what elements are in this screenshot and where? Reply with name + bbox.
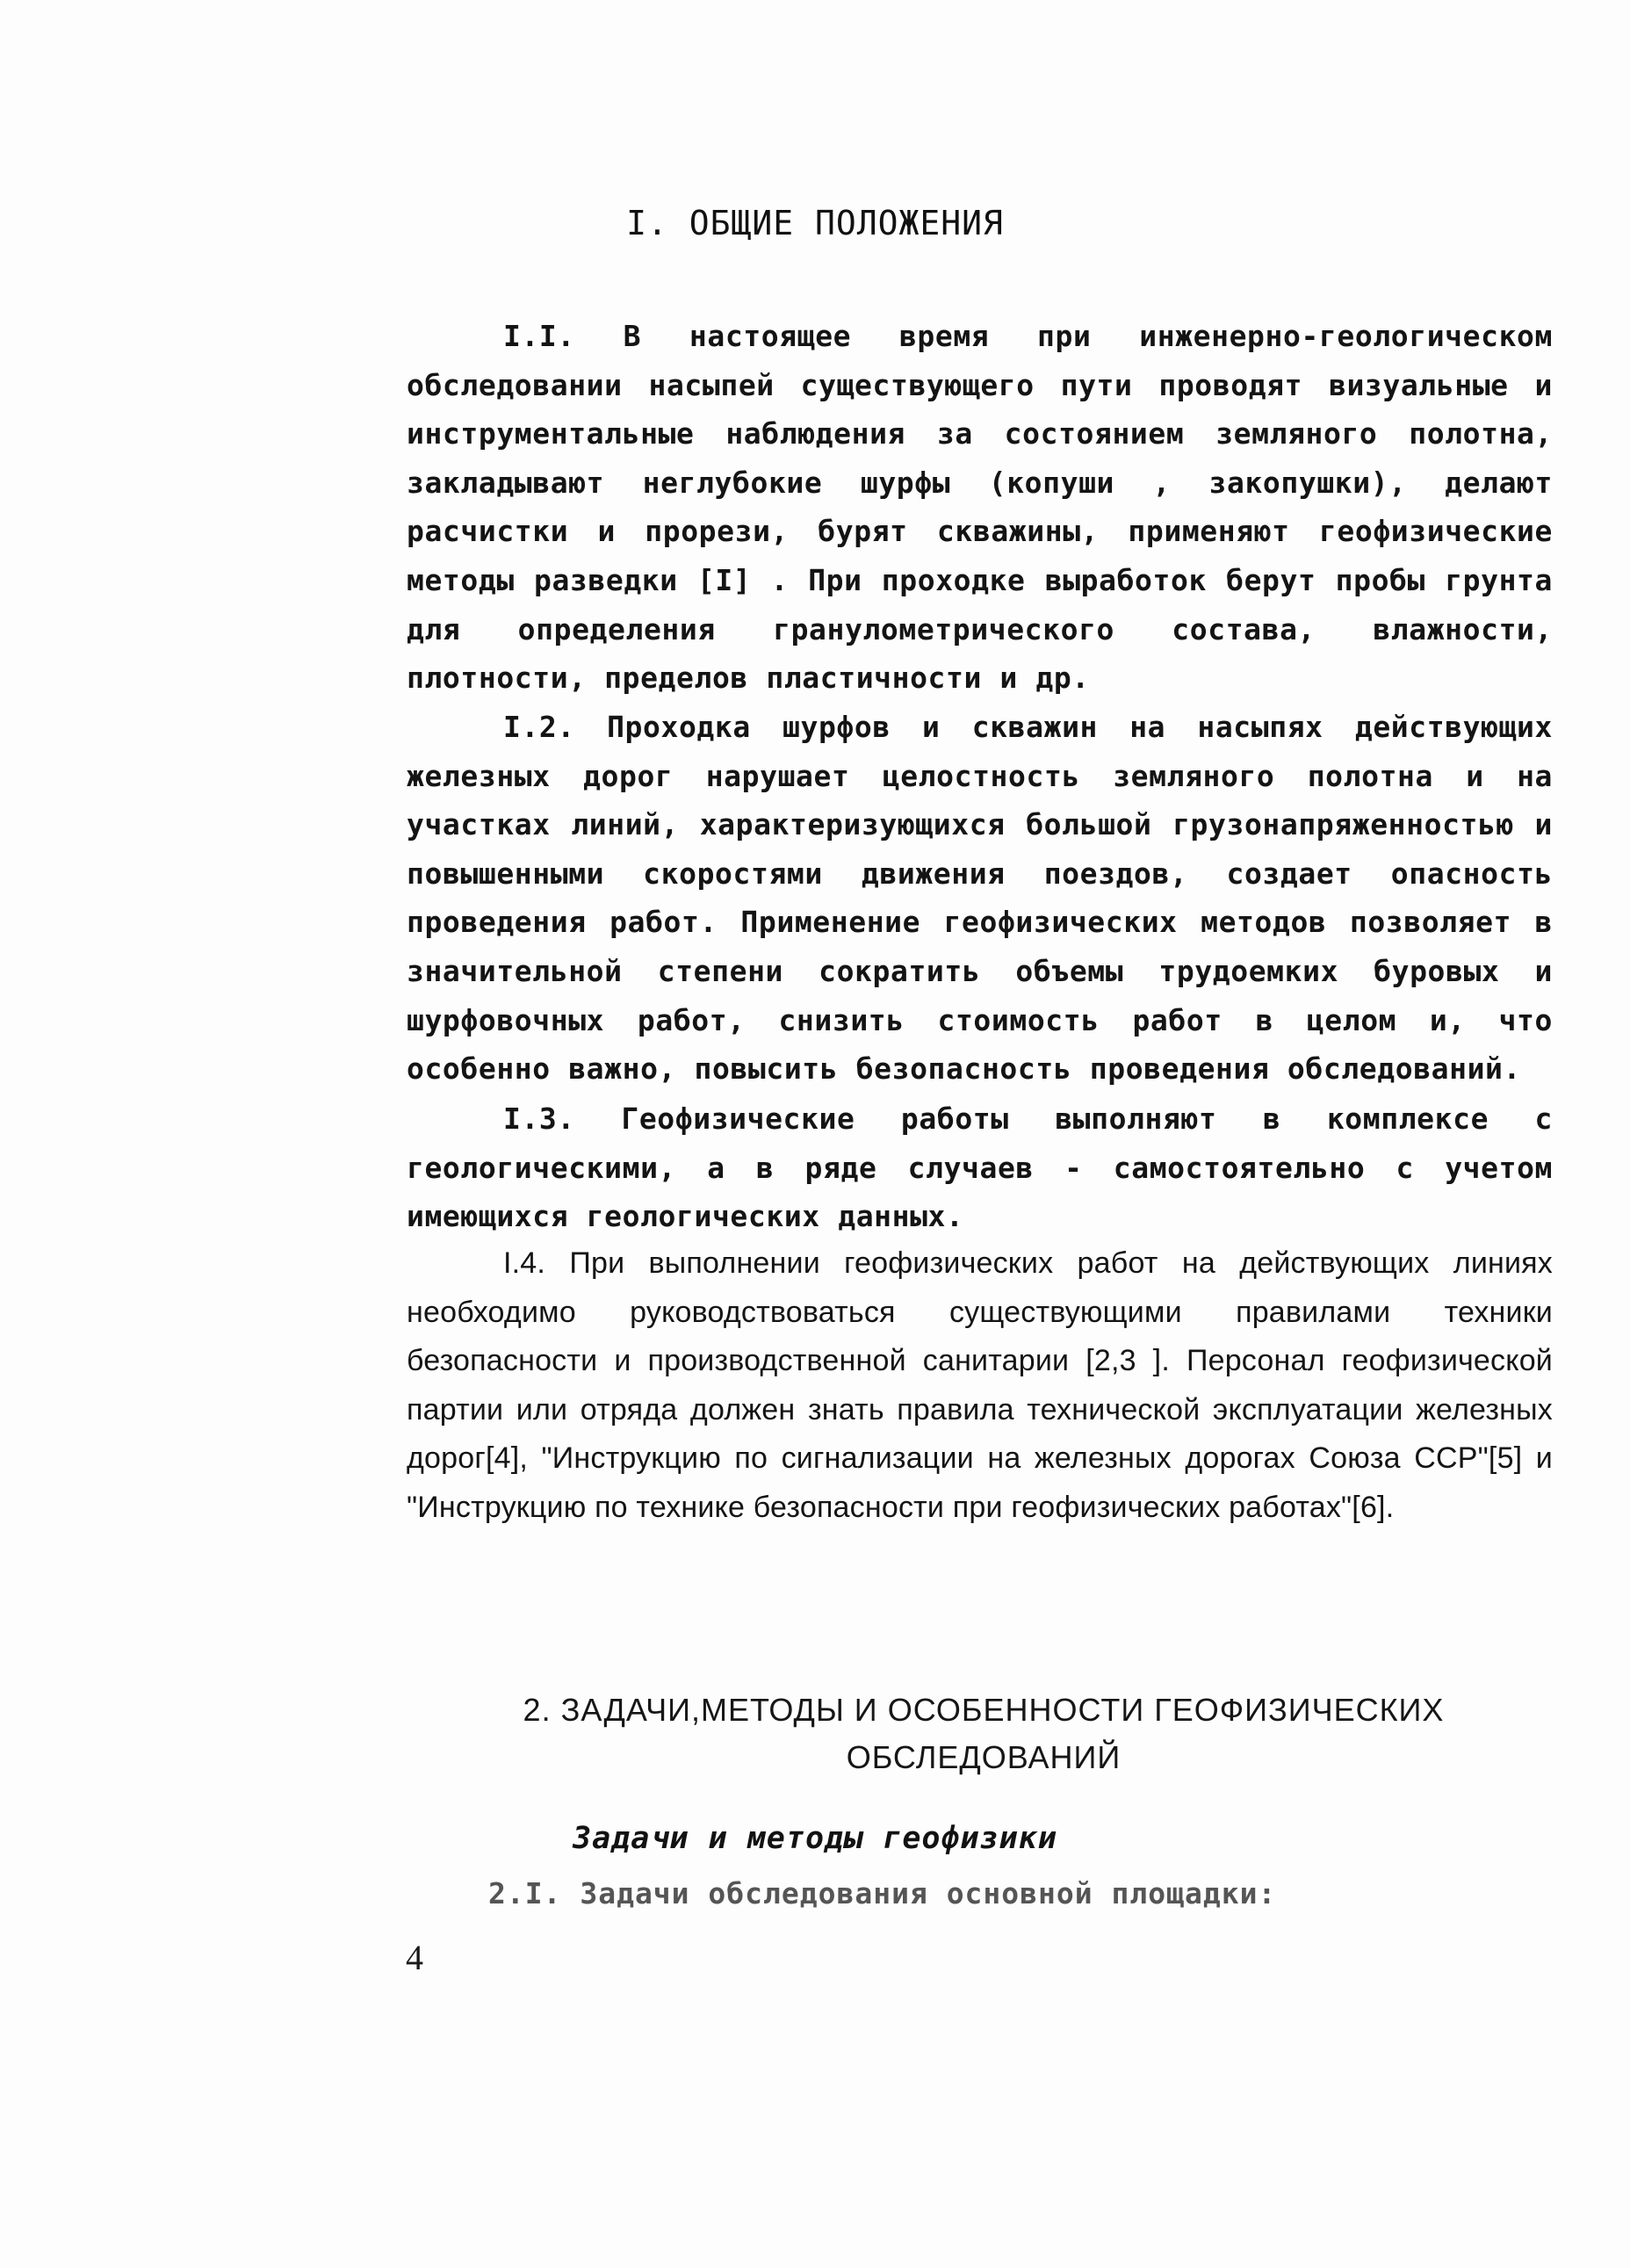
- section2-subtitle: Задачи и методы геофизики: [573, 1821, 1057, 1856]
- paragraph-1-2: I.2. Проходка шурфов и скважин на насыпях действующих железных дорог нарушает целостность земляного полотна и на участках линий, характеризующихся большой грузонапряженностью и повышенными скоростями движения поездов, создает опасность проведения работ. Применение геофизических методов позволяет в значительной степени сократить объемы трудоемких буровых и шурфовочных работ, снизить стоимость работ в целом и, что особенно важно, повысить безопасность проведения обследований.: [407, 710, 1553, 1087]
- page-number: 4: [406, 1938, 423, 1977]
- paragraph-1-4: I.4. При выполнении геофизических работ на действующих линиях необходимо руководствоваться существующими правилами техники безопасности и производственной санитарии [2,3 ]. Персонал геофизической партии или отряда должен знать правила технической эксплуатации железных дорог[4], "Инструкцию по сигнализации на железных дорогах Союза ССР"[5] и "Инструкцию по технике безопасности при геофизических работах"[6].: [407, 1246, 1553, 1524]
- section2-title-line2: ОБСЛЕДОВАНИЙ: [846, 1739, 1122, 1775]
- section2-title-line1: 2. ЗАДАЧИ,МЕТОДЫ И ОСОБЕННОСТИ ГЕОФИЗИЧЕСКИХ: [523, 1692, 1445, 1728]
- section2-title: [492, 1687, 1475, 1781]
- section1-title: I. ОБЩИЕ ПОЛОЖЕНИЯ: [626, 204, 1004, 242]
- paragraph-1-1: I.I. В настоящее время при инженерно-геологическом обследовании насыпей существующего пути проводят визуальные и инструментальные наблюдения за состоянием земляного полотна, закладывают неглубокие шурфы (копуши , закопушки), делают расчистки и прорези, бурят скважины, применяют геофизические методы разведки [I] . При проходке выработок берут пробы грунта для определения гранулометрического состава, влажности, плотности, пределов пластичности и др.: [407, 319, 1553, 696]
- paragraph-1-3: I.3. Геофизические работы выполняют в комплексе с геологическими, а в ряде случаев - самостоятельно с учетом имеющихся геологических данных.: [407, 1101, 1553, 1234]
- item-2-1: 2.I. Задачи обследования основной площадки:: [488, 1876, 1277, 1910]
